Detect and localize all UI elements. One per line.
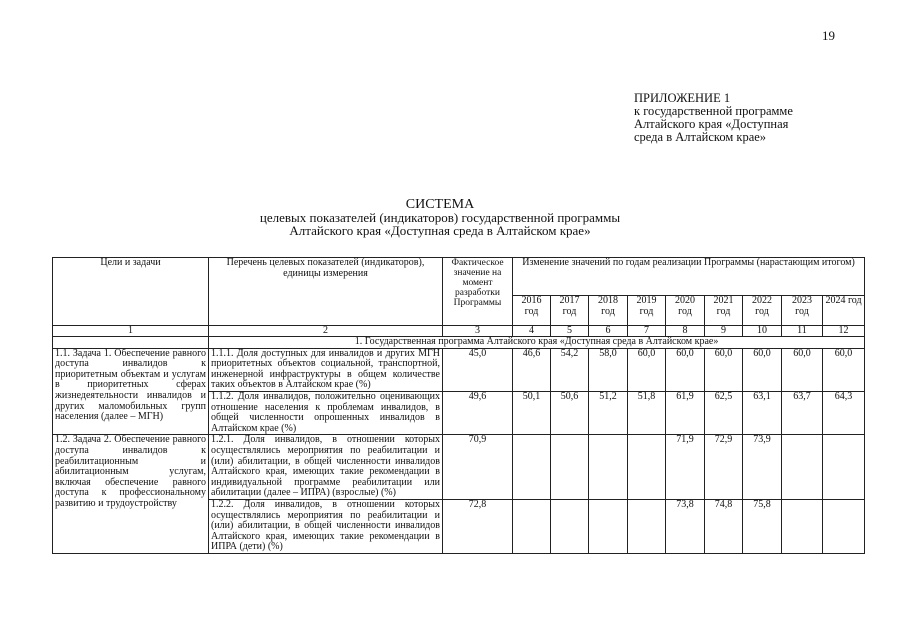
value-cell: 54,2 <box>551 348 589 391</box>
heading-line-2: Алтайского края «Доступная среда в Алтайском крае» <box>289 223 591 238</box>
header-goals: Цели и задачи <box>53 258 209 326</box>
value-cell <box>551 435 589 500</box>
indicator-cell: 1.1.2. Доля инвалидов, положительно оценивающих отношение населения к проблемам инвалидов, в общей численности опрошенных инвалидов в Алтайском крае (%) <box>209 391 443 434</box>
value-cell: 74,8 <box>705 499 743 553</box>
value-cell: 51,8 <box>628 391 666 434</box>
value-cell <box>628 499 666 553</box>
section-spacer <box>53 337 209 349</box>
value-cell: 73,8 <box>666 499 705 553</box>
value-cell: 60,0 <box>743 348 782 391</box>
value-cell: 46,6 <box>513 348 551 391</box>
value-cell <box>513 435 551 500</box>
fact-cell: 49,6 <box>443 391 513 434</box>
year-2023: 2023 год <box>782 296 823 326</box>
section-row <box>53 337 865 349</box>
value-cell: 73,9 <box>743 435 782 500</box>
value-cell <box>823 435 865 500</box>
indicator-cell: 1.2.2. Доля инвалидов, в отношении которых осуществлялись мероприятия по реабилитации и (или) абилитации, в общей численности инвалидов Алтайского края, имеющих такие рекомендации в ИПРА (дети) (%) <box>209 499 443 553</box>
value-cell: 63,1 <box>743 391 782 434</box>
value-cell <box>823 499 865 553</box>
value-cell: 71,9 <box>666 435 705 500</box>
value-cell <box>589 499 628 553</box>
year-2021: 2021 год <box>705 296 743 326</box>
appendix-line-3: среда в Алтайском крае» <box>634 130 767 144</box>
document-heading <box>150 198 730 237</box>
column-number: 4 <box>513 326 551 337</box>
value-cell: 50,1 <box>513 391 551 434</box>
appendix-title: ПРИЛОЖЕНИЕ 1 <box>634 91 731 105</box>
value-cell <box>589 435 628 500</box>
page-number: 19 <box>822 28 835 43</box>
value-cell: 63,7 <box>782 391 823 434</box>
column-number: 10 <box>743 326 782 337</box>
section-title: 1. Государственная программа Алтайского края «Доступная среда в Алтайском крае» <box>209 337 865 349</box>
value-cell: 50,6 <box>551 391 589 434</box>
fact-cell: 70,9 <box>443 435 513 500</box>
value-cell: 60,0 <box>705 348 743 391</box>
value-cell <box>551 499 589 553</box>
column-number: 8 <box>666 326 705 337</box>
value-cell: 75,8 <box>743 499 782 553</box>
year-2024: 2024 год <box>823 296 865 326</box>
column-number: 11 <box>782 326 823 337</box>
header-indicators: Перечень целевых показателей (индикаторов), единицы измерения <box>209 258 443 326</box>
value-cell: 62,5 <box>705 391 743 434</box>
column-number: 9 <box>705 326 743 337</box>
column-number: 6 <box>589 326 628 337</box>
heading-main: СИСТЕМА <box>405 197 475 212</box>
appendix-line-2: Алтайского края «Доступная <box>634 117 789 131</box>
heading-line-1: целевых показателей (индикаторов) государственной программы <box>259 210 621 225</box>
appendix-note <box>634 92 874 144</box>
value-cell: 60,0 <box>823 348 865 391</box>
year-2017: 2017 год <box>551 296 589 326</box>
indicator-cell: 1.2.1. Доля инвалидов, в отношении которых осуществлялись мероприятия по реабилитации и (или) абилитации, в общей численности инвалидов Алтайского края, имеющих такие рекомендации в индивидуальной программе реабилитации или абилитации (далее – ИПРА) (взрослые) (%) <box>209 435 443 500</box>
task-2-cell: 1.2. Задача 2. Обеспечение равного доступа инвалидов к реабилитационным и абилитационным услугам, включая обеспечение равного доступа к профессиональному развитию и трудоустройству <box>53 435 209 554</box>
value-cell: 61,9 <box>666 391 705 434</box>
column-number: 7 <box>628 326 666 337</box>
appendix-line-1: к государственной программе <box>634 104 793 118</box>
value-cell: 51,2 <box>589 391 628 434</box>
header-fact: Фактическое значение на момент разработки Программы <box>443 258 513 326</box>
value-cell: 58,0 <box>589 348 628 391</box>
value-cell <box>782 499 823 553</box>
task-1-cell: 1.1. Задача 1. Обеспечение равного доступа инвалидов к приоритетным объектам и услугам в приоритетных сферах жизнедеятельности инвалидов и других маломобильных групп населения (далее – МГН) <box>53 348 209 435</box>
value-cell: 72,9 <box>705 435 743 500</box>
column-number: 3 <box>443 326 513 337</box>
column-number: 1 <box>53 326 209 337</box>
value-cell: 60,0 <box>782 348 823 391</box>
column-number-row <box>53 326 865 337</box>
value-cell: 60,0 <box>666 348 705 391</box>
value-cell: 60,0 <box>628 348 666 391</box>
year-2018: 2018 год <box>589 296 628 326</box>
column-number: 5 <box>551 326 589 337</box>
column-number: 12 <box>823 326 865 337</box>
year-2022: 2022 год <box>743 296 782 326</box>
header-changes: Изменение значений по годам реализации Программы (нарастающим итогом) <box>513 258 865 296</box>
value-cell <box>782 435 823 500</box>
fact-cell: 72,8 <box>443 499 513 553</box>
fact-cell: 45,0 <box>443 348 513 391</box>
value-cell <box>628 435 666 500</box>
value-cell <box>513 499 551 553</box>
year-2016: 2016 год <box>513 296 551 326</box>
year-2019: 2019 год <box>628 296 666 326</box>
table-row <box>53 435 865 500</box>
table-row <box>53 348 865 391</box>
value-cell: 64,3 <box>823 391 865 434</box>
indicators-table <box>52 257 865 554</box>
column-number: 2 <box>209 326 443 337</box>
indicator-cell: 1.1.1. Доля доступных для инвалидов и других МГН приоритетных объектов социальной, транспортной, инженерной инфраструктуры в общем количестве таких объектов в Алтайском крае (%) <box>209 348 443 391</box>
year-2020: 2020 год <box>666 296 705 326</box>
